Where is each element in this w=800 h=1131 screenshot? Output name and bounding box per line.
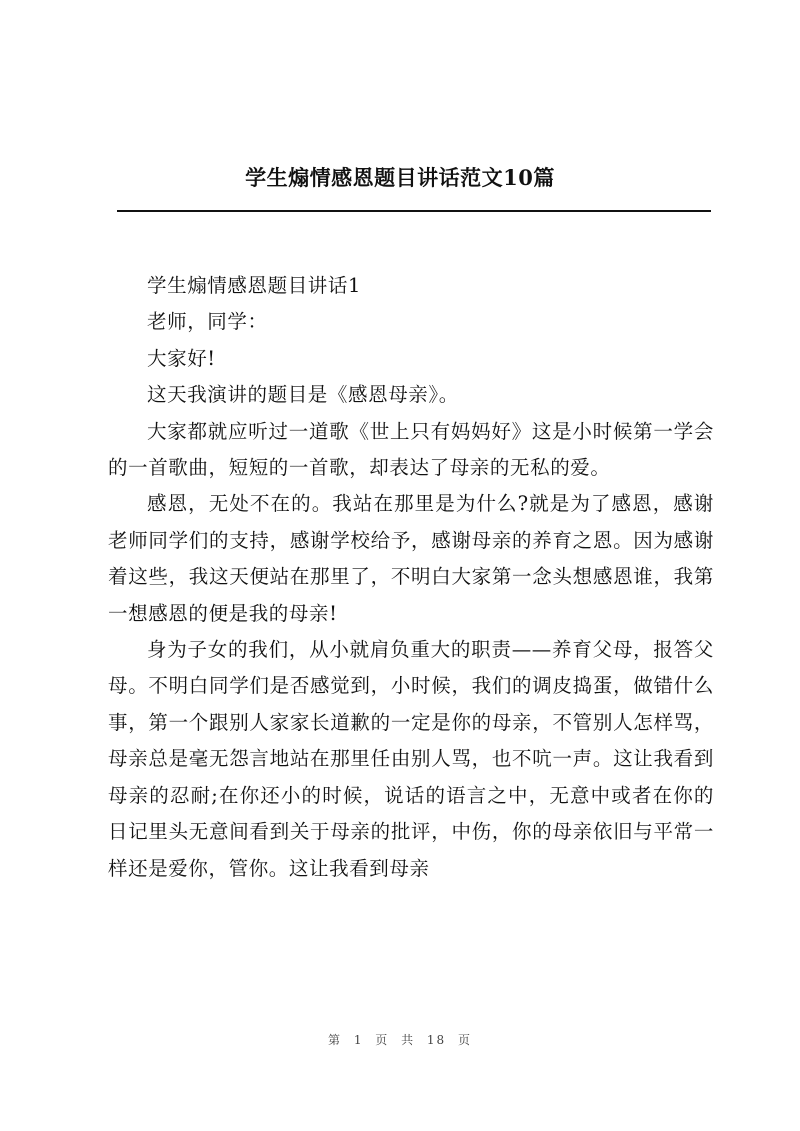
section-heading: 学生煽情感恩题目讲话1: [147, 274, 362, 297]
paragraph: 这天我演讲的题目是《感恩母亲》。: [147, 383, 459, 407]
title-divider: [117, 210, 711, 212]
paragraph: 身为子女的我们，从小就肩负重大的职责——养育父母，报答父母。不明白同学们是否感觉到，小时候，我们的调皮捣蛋，做错什么事，第一个跟别人家家长道歉的一定是你的母亲，不管别人怎样骂，母亲总是毫无怨言地站在那里任由别人骂，也不吭一声。这让我看到母亲的忍耐;在你还小的时候，说话的语言之中，无意中或者在你的日记里头无意间看到关于母亲的批评，中伤，你的母亲依旧与平常一样还是爱你，管你。这让我看到母亲: [108, 638, 714, 880]
paragraph: 大家都就应听过一道歌《世上只有妈妈好》这是小时候第一学会的一首歌曲，短短的一首歌，却表达了母亲的无私的爱。: [108, 419, 714, 480]
document-title: 学生煽情感恩题目讲话范文10篇: [245, 165, 555, 190]
salutation: 老师，同学：: [147, 310, 268, 334]
page-number-footer: 第 1 页 共 18 页: [328, 1033, 472, 1047]
document-body: [108, 268, 714, 887]
greeting: 大家好!: [147, 346, 216, 370]
paragraph: 感恩，无处不在的。我站在那里是为什么?就是为了感恩，感谢老师同学们的支持，感谢学校给予，感谢母亲的养育之恩。因为感谢着这些，我这天便站在那里了，不明白大家第一念头想感恩谁，我第一想感恩的便是我的母亲!: [108, 492, 714, 625]
